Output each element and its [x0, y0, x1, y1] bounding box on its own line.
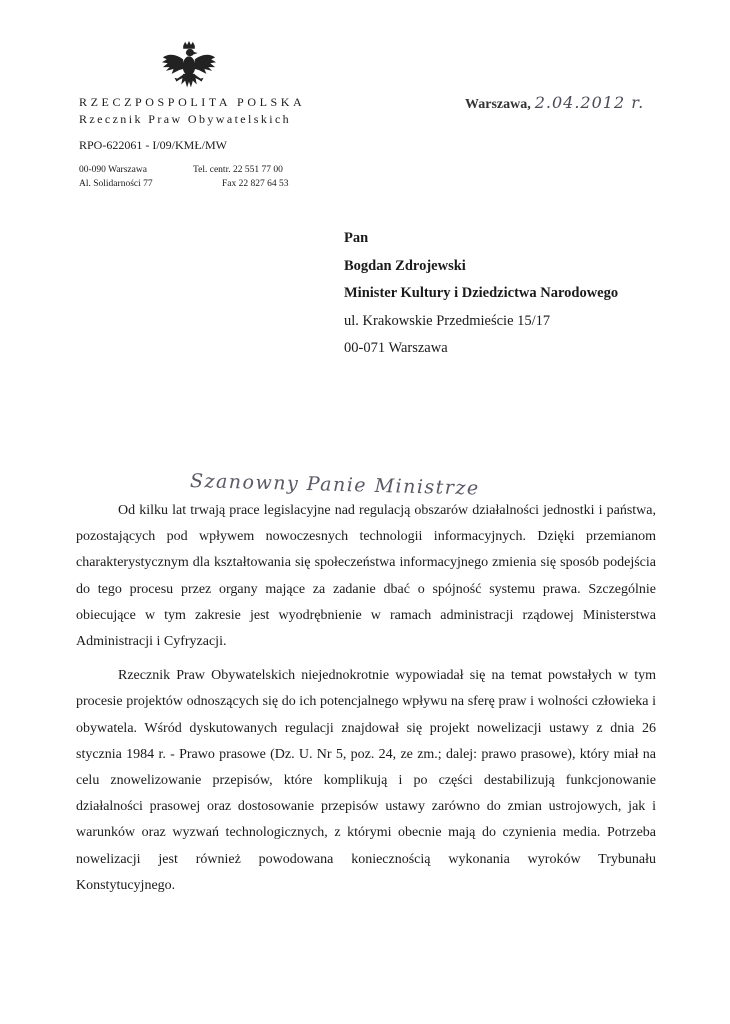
letterhead-org-sub: Rzecznik Praw Obywatelskich: [79, 112, 292, 126]
date-line: [465, 92, 644, 116]
recipient-block: [344, 225, 618, 363]
date-handwritten: 2.04.2012 r.: [534, 93, 645, 112]
recipient-name: Bogdan Zdrojewski: [344, 257, 466, 274]
letterhead-org-name: RZECZPOSPOLITA POLSKA: [79, 95, 306, 109]
contact-phone: Tel. centr. 22 551 77 00: [193, 165, 283, 175]
polish-eagle-emblem-icon: [160, 40, 218, 98]
body-paragraph-1: Od kilku lat trwają prace legislacyjne nad regulacją obszarów działalności jednostki i państwa, pozostających pod wpływem nowoczesnych technologii informacyjnych. Dzięki przemianom charakterystycznym dla kształtowania się społeczeństwa informacyjnego zmienia się sposób podejścia do tego procesu przez organy mające za zadanie dbać o spójność systemu prawa. Szczególnie obiecujące w tym zakresie jest wyodrębnienie w ramach administracji rządowej Ministerstwa Administracji i Cyfryzacji.: [76, 503, 656, 650]
recipient-city: 00-071 Warszawa: [344, 340, 448, 356]
reference-number: RPO-622061 - I/09/KMŁ/MW: [79, 138, 227, 152]
address-street: Al. Solidarności 77: [79, 179, 153, 189]
recipient-street: ul. Krakowskie Przedmieście 15/17: [344, 312, 551, 329]
address-postal: 00-090 Warszawa: [79, 165, 147, 175]
contact-fax: Fax 22 827 64 53: [222, 179, 289, 189]
recipient-position: Minister Kultury i Dziedzictwa Narodowego: [344, 285, 619, 301]
date-place: Warszawa,: [465, 97, 531, 112]
body-paragraph-2: Rzecznik Praw Obywatelskich niejednokrotnie wypowiadał się na temat powstałych w tym procesie projektów odnoszących się do ich potencjalnego wpływu na sferę praw i wolności człowieka i obywatela. Wśród dyskutowanych regulacji znajdował się projekt nowelizacji ustawy z dnia 26 stycznia 1984 r. - Prawo prasowe (Dz. U. Nr 5, poz. 24, ze zm.; dalej: prawo prasowe), który miał na celu znowelizowanie przepisów, które komplikują i po części destabilizują funkcjonowanie działalności prasowej oraz dostosowanie przepisów ustawy zarówno do zmian ustrojowych, jak i warunków oraz wyzwań technologicznych, z którymi obecnie mają do czynienia media. Potrzeba nowelizacji jest również powodowana koniecznością wykonania wyroków Trybunału Konstytucyjnego.: [76, 668, 656, 893]
recipient-title: Pan: [344, 230, 369, 246]
letter-body: [76, 498, 656, 899]
handwritten-salutation: Szanowny Panie Ministrze: [189, 470, 480, 500]
